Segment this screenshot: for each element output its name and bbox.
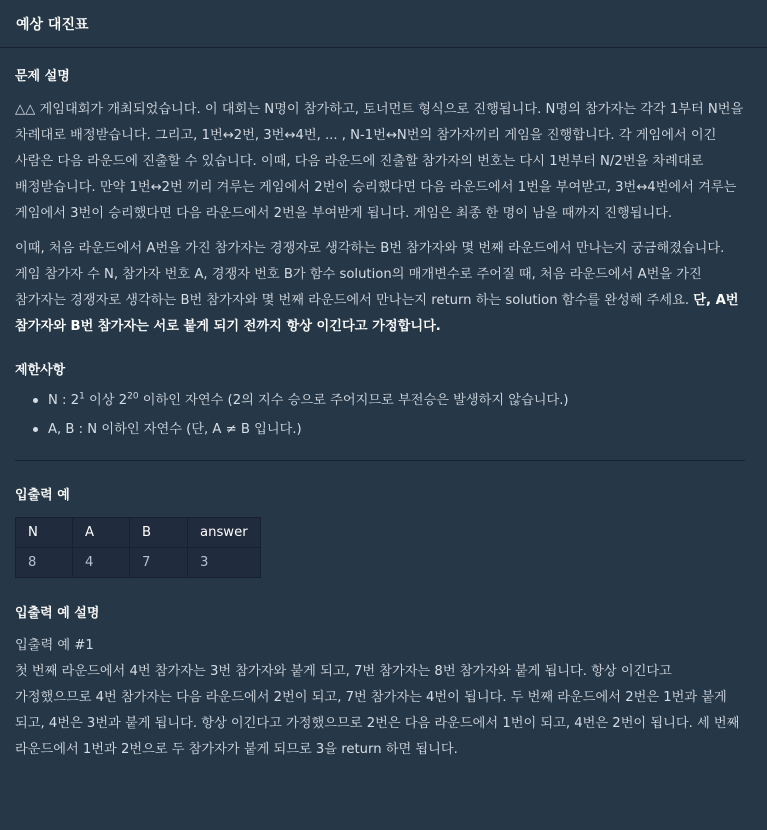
constraints-heading: 제한사항 <box>15 363 66 378</box>
problem-paragraph-2-text: 이때, 처음 라운드에서 A번을 가진 참가자는 경쟁자로 생각하는 B번 참가자와 몇 번째 라운드에서 만나는지 궁금해졌습니다. 게임 참가자 수 N, 참가자 번호 A, 경쟁자 번호 B가 함수 solution의 매개변수로 주어질 때, 처음 라운드에서 A번을 가진 참가자는 경쟁자로 생각하는 B번 참가자와 몇 번째 라운드에서 만나는지 return 하는 solution 함수를 완성해 주세요. <box>15 241 725 308</box>
column-header-answer: answer <box>188 518 261 548</box>
table-header-row <box>16 518 261 548</box>
io-description-heading: 입출력 예 설명 <box>15 606 100 621</box>
cell-n: 8 <box>16 548 73 578</box>
constraints-list <box>15 386 745 444</box>
io-description-subtitle: 입출력 예 #1 <box>15 638 94 653</box>
cell-a: 4 <box>73 548 130 578</box>
problem-description-heading: 문제 설명 <box>15 69 70 84</box>
constraint-item-ab: A, B : N 이하인 자연수 (단, A ≠ B 입니다.) <box>48 415 745 444</box>
table-row <box>16 548 261 578</box>
column-header-a: A <box>73 518 130 548</box>
problem-content <box>0 48 767 763</box>
io-description-text: 첫 번째 라운드에서 4번 참가자는 3번 참가자와 붙게 되고, 7번 참가자는 8번 참가자와 붙게 됩니다. 항상 이긴다고 가정했으므로 4번 참가자는 다음 라운드에서 2번이 되고, 7번 참가자는 4번이 됩니다. 두 번째 라운드에서 2번은 1번과 붙게 되고, 4번은 3번과 붙게 됩니다. 항상 이긴다고 가정했으므로 2번은 다음 라운드에서 1번이 되고, 4번은 2번이 됩니다. 세 번째 라운드에서 1번과 2번으로 두 참가자가 붙게 되므로 3을 return 하면 됩니다. <box>15 664 740 757</box>
problem-paragraph-2-strong: 단, A번 참가자와 B번 참가자는 서로 붙게 되기 전까지 항상 이긴다고 가정합니다. <box>15 293 739 334</box>
cell-b: 7 <box>130 548 188 578</box>
bullet-icon <box>33 398 38 403</box>
problem-paragraph-1: △△ 게임대회가 개최되었습니다. 이 대회는 N명이 참가하고, 토너먼트 형식으로 진행됩니다. N명의 참가자는 각각 1부터 N번을 차례대로 배정받습니다. 그리고, 1번↔2번, 3번↔4번, ... , N-1번↔N번의 참가자끼리 게임을 진행합니다. 각 게임에서 이긴 사람은 다음 라운드에 진출할 수 있습니다. 이때, 다음 라운드에 진출할 참가자의 번호는 다시 1번부터 N/2번을 차례대로 배정받습니다. 만약 1번↔2번 끼리 겨루는 게임에서 2번이 승리했다면 다음 라운드에서 1번을 부여받고, 3번↔4번에서 겨루는 게임에서 3번이 승리했다면 다음 라운드에서 2번을 부여받게 됩니다. 게임은 최종 한 명이 남을 때까지 진행됩니다. <box>15 102 744 221</box>
section-divider <box>15 460 745 461</box>
constraint-item-n: N : $2^1$ 이상 $2^{20}$ 이하인 자연수 (2의 지수 승으로 주어지므로 부전승은 발생하지 않습니다.) <box>48 386 745 415</box>
problem-paragraph-2 <box>15 236 745 340</box>
cell-answer: 3 <box>188 548 261 578</box>
bullet-icon <box>33 427 38 432</box>
page-title: 예상 대진표 <box>16 16 89 33</box>
column-header-b: B <box>130 518 188 548</box>
column-header-n: N <box>16 518 73 548</box>
problem-title-bar <box>0 0 767 48</box>
io-example-table <box>15 517 261 578</box>
io-example-heading: 입출력 예 <box>15 488 70 503</box>
